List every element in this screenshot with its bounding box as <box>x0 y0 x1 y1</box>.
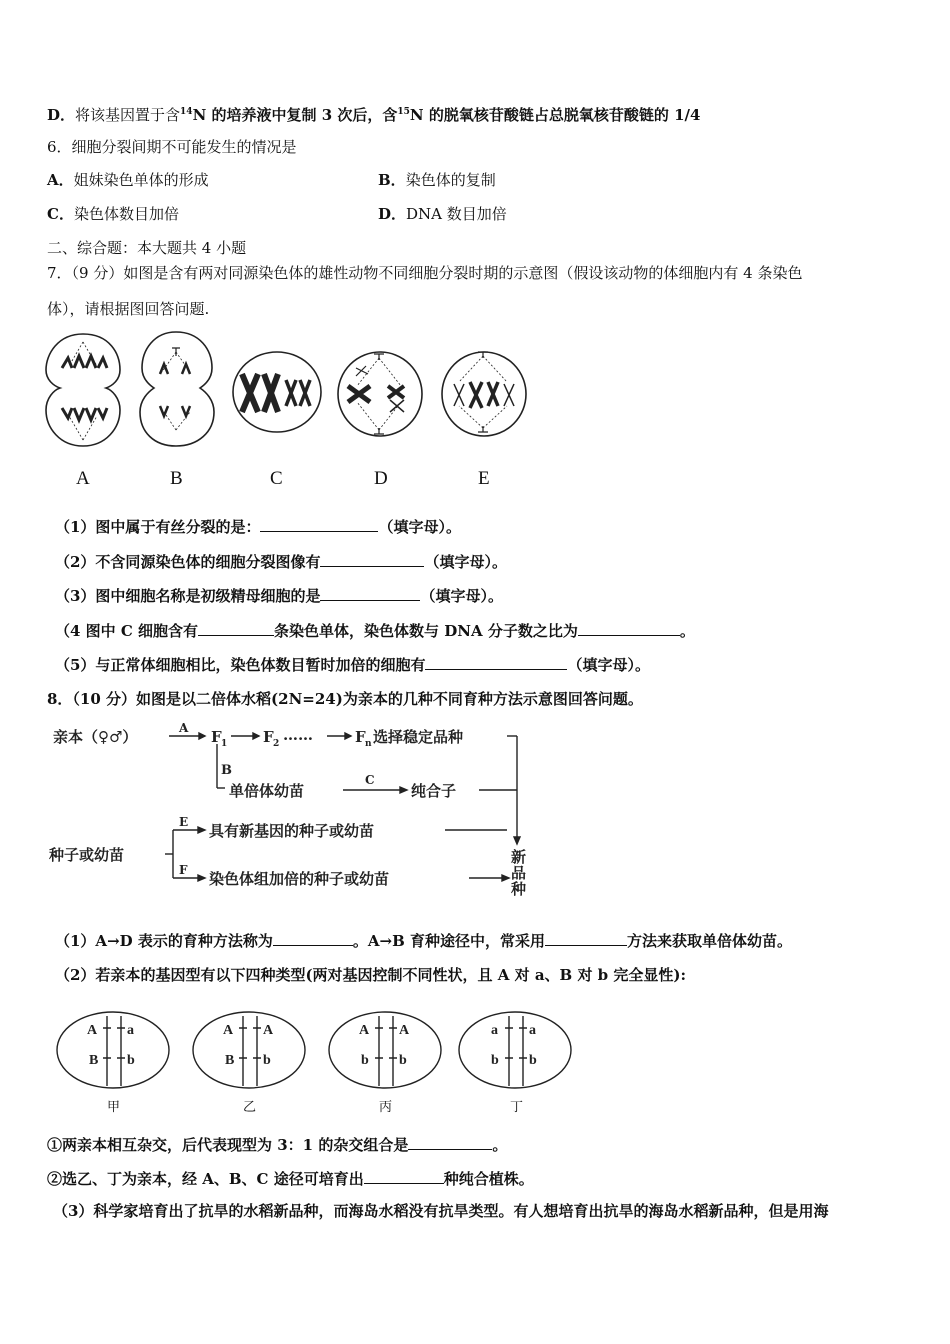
gene-bing-top-left: A <box>359 1023 370 1038</box>
select-label: 选择稳定品种 <box>373 728 464 746</box>
gene-bing-bottom-left: b <box>361 1053 369 1068</box>
gene-yi-top-right: A <box>263 1023 274 1038</box>
dots: …… <box>283 726 313 744</box>
cell-e-drawing <box>442 352 526 436</box>
cell-a-drawing <box>46 334 120 446</box>
f2-label: F <box>263 728 274 746</box>
q7-stem-line1: 7．（9 分）如图是含有两对同源染色体的雄性动物不同细胞分裂时期的示意图（假设该动物的体细胞内有 4 条染色 <box>47 264 803 282</box>
q8-item1: ①两亲本相互杂交，后代表现型为 3：1 的杂交组合是 。 <box>47 1136 508 1154</box>
answer-blank[interactable] <box>578 620 680 636</box>
polyploid-label: 染色体组加倍的种子或幼苗 <box>209 870 390 888</box>
step-f-label: F <box>179 863 188 877</box>
gene-jia-bottom-right: b <box>127 1053 135 1068</box>
answer-blank[interactable] <box>545 930 627 946</box>
q8-stem: 8．（10 分）如图是以二倍体水稻(2N=24)为亲本的几种不同育种方法示意图回答问题。 <box>47 690 643 708</box>
q6-option-a: A．姐妹染色单体的形成 <box>47 171 209 189</box>
pure-label: 纯合子 <box>411 782 457 800</box>
gene-jia-bottom-left: B <box>89 1053 99 1068</box>
f2-subscript: 2 <box>273 739 280 749</box>
gene-ding-top-left: a <box>491 1023 498 1038</box>
parent-label: 亲本（♀♂） <box>53 728 138 746</box>
q8-item2: ②选乙、丁为亲本，经 A、B、C 途径可培育出 种纯合植株。 <box>47 1170 534 1188</box>
cell-division-figure <box>40 328 540 448</box>
cell-label-c: C <box>270 468 283 489</box>
gene-yi-top-left: A <box>223 1023 234 1038</box>
cell-label-a: A <box>76 468 90 489</box>
seed-label: 种子或幼苗 <box>49 846 125 864</box>
gene-yi-bottom-right: b <box>263 1053 271 1068</box>
q6-option-c: C．染色体数目加倍 <box>47 205 179 223</box>
new-variety-3: 种 <box>511 880 527 898</box>
gene-bing-bottom-right: b <box>399 1053 407 1068</box>
option-label: D． <box>47 106 76 124</box>
f1-subscript: 1 <box>221 739 228 749</box>
option-text: N 的脱氧核苷酸链占总脱氧核苷酸链的 1/4 <box>409 106 701 124</box>
fn-label: F <box>355 728 366 746</box>
cell-c-drawing <box>233 352 321 432</box>
gene-ding-top-right: a <box>529 1023 536 1038</box>
q5-option-d <box>47 102 700 125</box>
answer-blank[interactable] <box>364 1168 444 1184</box>
genotype-name-jia: 甲 <box>107 1100 121 1115</box>
option-text: N 的培养液中复制 3 次后，含 <box>192 106 398 124</box>
new-variety-1: 新 <box>511 848 527 866</box>
cell-d-drawing <box>338 352 422 436</box>
answer-blank[interactable] <box>198 620 274 636</box>
gene-ding-bottom-left: b <box>491 1053 499 1068</box>
haploid-label: 单倍体幼苗 <box>229 782 305 800</box>
q8-sub3: （3）科学家培育出了抗旱的水稻新品种，而海岛水稻没有抗旱类型。有人想培育出抗旱的海岛水稻新品种，但是用海 <box>53 1202 829 1220</box>
step-a-label: A <box>179 721 189 735</box>
answer-blank[interactable] <box>260 516 378 532</box>
cell-label-d: D <box>374 468 388 489</box>
q6-option-b: B．染色体的复制 <box>378 171 496 189</box>
q7-sub5: （5）与正常体细胞相比，染色体数目暂时加倍的细胞有 （填字母）。 <box>55 656 650 674</box>
q6-stem: 6．细胞分裂间期不可能发生的情况是 <box>47 138 297 156</box>
step-b-label: B <box>221 763 232 778</box>
isotope-superscript: 15 <box>397 107 410 117</box>
step-e-label: E <box>179 815 189 829</box>
genotype-name-yi: 乙 <box>243 1100 257 1115</box>
q7-stem-line2: 体），请根据图回答问题. <box>47 300 210 318</box>
step-c-label: C <box>365 773 375 787</box>
q7-sub1: （1）图中属于有丝分裂的是： （填字母）。 <box>55 518 461 536</box>
option-text: 将该基因置于含 <box>75 106 181 124</box>
section-heading: 二、综合题：本大题共 4 小题 <box>47 239 247 257</box>
q7-sub2: （2）不含同源染色体的细胞分裂图像有 （填字母）。 <box>55 553 507 571</box>
q7-sub4: （4 图中 C 细胞含有 条染色单体，染色体数与 DNA 分子数之比为 。 <box>55 622 695 640</box>
f1-label: F <box>211 728 222 746</box>
fn-subscript: n <box>365 739 372 749</box>
newgene-label: 具有新基因的种子或幼苗 <box>209 822 375 840</box>
isotope-superscript: 14 <box>180 107 193 117</box>
gene-jia-top-right: a <box>127 1023 134 1038</box>
cell-b-drawing <box>140 332 214 446</box>
answer-blank[interactable] <box>320 585 420 601</box>
gene-bing-top-right: A <box>399 1023 410 1038</box>
answer-blank[interactable] <box>408 1134 492 1150</box>
cell-label-e: E <box>478 468 490 489</box>
gene-yi-bottom-left: B <box>225 1053 235 1068</box>
answer-blank[interactable] <box>320 551 424 567</box>
new-variety-2: 品 <box>511 864 527 882</box>
q8-sub2: （2）若亲本的基因型有以下四种类型(两对基因控制不同性状，且 A 对 a、B 对 b 完全显性): <box>55 966 687 984</box>
cell-label-b: B <box>170 468 183 489</box>
answer-blank[interactable] <box>425 654 567 670</box>
q7-sub3: （3）图中细胞名称是初级精母细胞的是 （填字母）。 <box>55 587 503 605</box>
genotype-name-ding: 丁 <box>510 1100 524 1115</box>
genotype-name-bing: 丙 <box>379 1100 393 1115</box>
genotype-figure <box>55 1008 575 1092</box>
gene-ding-bottom-right: b <box>529 1053 537 1068</box>
q6-option-d: D．DNA 数目加倍 <box>378 205 507 223</box>
q8-sub1: （1）A→D 表示的育种方法称为 。A→B 育种途径中，常采用 方法来获取单倍体幼苗。 <box>55 932 792 950</box>
gene-jia-top-left: A <box>87 1023 98 1038</box>
answer-blank[interactable] <box>273 930 353 946</box>
breeding-diagram <box>45 718 545 900</box>
